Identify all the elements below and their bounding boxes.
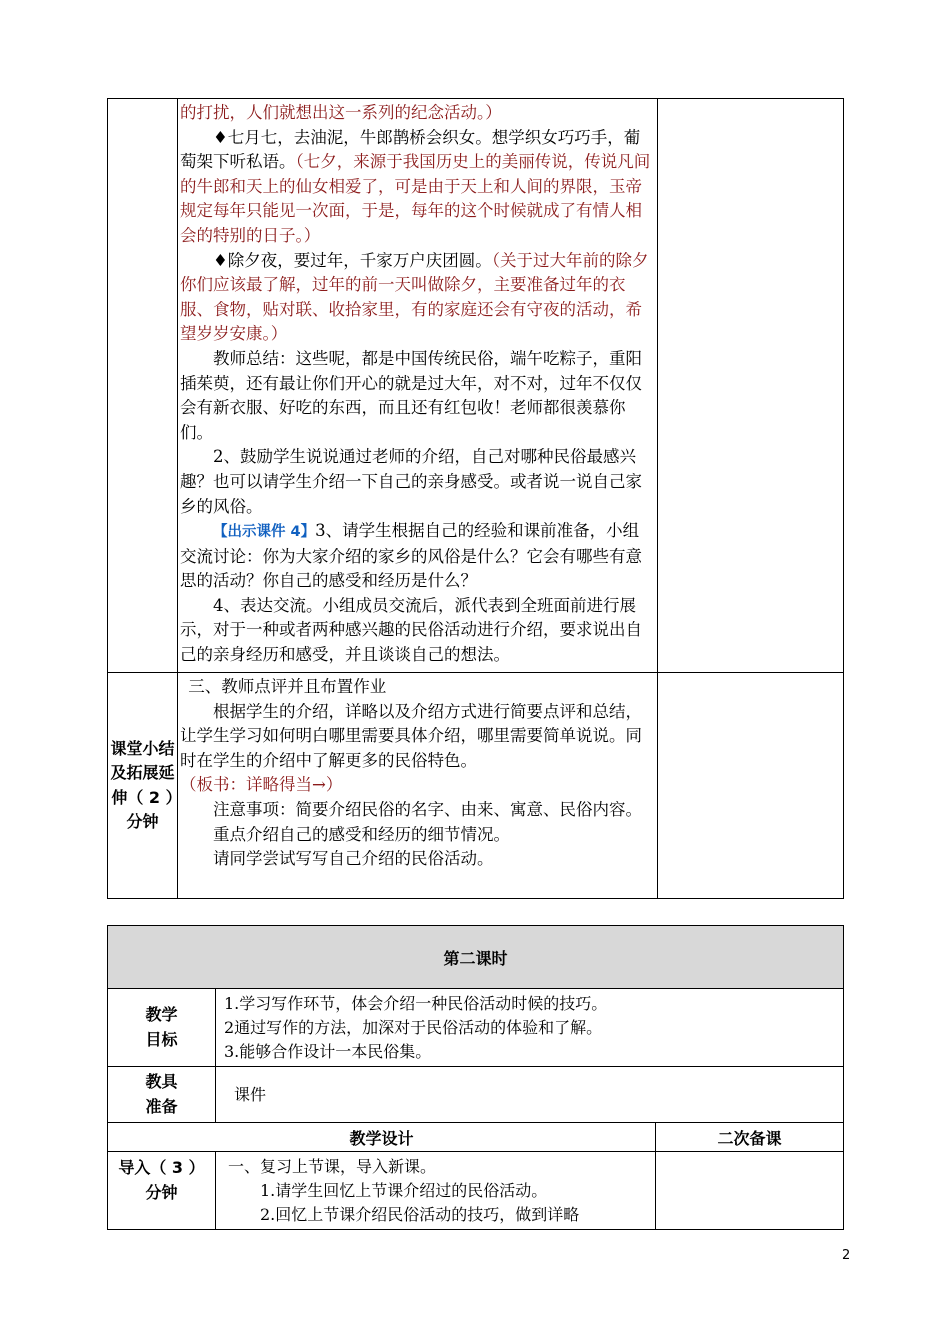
tools-label bbox=[108, 1067, 216, 1123]
paragraph: 的打扰，人们就想出这一系列的纪念活动。） bbox=[180, 103, 502, 122]
activity-content bbox=[178, 99, 658, 673]
summary-heading: 三、教师点评并且布置作业 bbox=[188, 677, 387, 696]
intro-line: 2.回忆上节课介绍民俗活动的技巧，做到详略 bbox=[260, 1205, 580, 1224]
goals-label bbox=[108, 989, 216, 1067]
paragraph: 重点介绍自己的感受和经历的细节情况。 bbox=[213, 824, 510, 844]
goal-item: 2通过写作的方法，加深对于民俗活动的体验和了解。 bbox=[224, 1018, 603, 1037]
second-prep-cell bbox=[658, 673, 844, 899]
label-cell-empty bbox=[108, 99, 178, 673]
goals-label-text: 教学目标 bbox=[145, 1005, 178, 1049]
lesson-table-part1 bbox=[107, 98, 844, 899]
intro-line: 一、复习上节课，导入新课。 bbox=[228, 1157, 437, 1176]
paragraph: 根据学生的介绍，详略以及介绍方式进行简要点评和总结，让学生学习如何明白哪里需要具体介绍，哪里需要简单说说。同时在学生的介绍中了解更多的民俗特色。 bbox=[180, 701, 642, 770]
intro-label-text: 导入（ 3 ）分钟 bbox=[118, 1158, 205, 1202]
goal-item: 3.能够合作设计一本民俗集。 bbox=[224, 1042, 432, 1061]
courseware-tag: 【出示课件 4】 bbox=[213, 524, 316, 541]
second-prep-cell bbox=[658, 99, 844, 673]
paragraph: 注意事项：简要介绍民俗的名字、由来、寓意、民俗内容。 bbox=[213, 799, 642, 819]
lesson-title: 第二课时 bbox=[108, 926, 844, 989]
folk-note: （七夕，来源于我国历史上的美丽传说，传说凡间的牛郎和天上的仙女相爱了，可是由于天上和人间的界限，玉帝规定每年只能见一次面，于是，每年的这个时候就成了有情人相会的特别的日子。） bbox=[180, 152, 651, 245]
paragraph: 请同学尝试写写自己介绍的民俗活动。 bbox=[213, 849, 494, 869]
intro-label bbox=[108, 1152, 216, 1230]
goals-content bbox=[216, 989, 844, 1067]
summary-label: 课堂小结及拓展延伸（ 2 ）分钟 bbox=[108, 673, 178, 899]
tools-label-text: 教具准备 bbox=[145, 1072, 178, 1116]
tools-content: 课件 bbox=[216, 1067, 844, 1123]
paragraph: 4、表达交流。小组成员交流后，派代表到全班面前进行展示，对于一种或者两种感兴趣的民俗活动进行介绍，要求说出自己的亲身经历和感受，并且谈谈自己的想法。 bbox=[180, 595, 642, 665]
second-prep-header: 二次备课 bbox=[656, 1123, 844, 1152]
folk-rhyme: ♦除夕夜，要过年，千家万户庆团圆。 bbox=[213, 250, 492, 270]
folk-note: （关于过大年前的除夕 你们应该最了解，过年的前一天叫做除夕，主要准备过年的衣服、食物，贴对联、收拾家里，有的家庭还会有守夜的活动，希望岁岁安康。） bbox=[180, 250, 649, 344]
page-number: 2 bbox=[842, 1248, 851, 1263]
paragraph: 教师总结：这些呢，都是中国传统民俗，端午吃粽子，重阳插茱萸，还有最让你们开心的就是过大年，对不对，过年不仅仅会有新衣服、好吃的东西，而且还有红包收！老师都很羡慕你们。 bbox=[180, 348, 642, 442]
paragraph bbox=[180, 249, 655, 347]
second-prep-cell bbox=[656, 1152, 844, 1230]
paragraph-text: 3、请学生根据自己的经验和课前准备，小组交流讨论：你为大家介绍的家乡的风俗是什么？它会有哪些有意思的活动？你自己的感受和经历是什么？ bbox=[180, 521, 642, 591]
goal-item: 1.学习写作环节，体会介绍一种民俗活动时候的技巧。 bbox=[224, 994, 608, 1013]
lesson-table-part2 bbox=[107, 925, 844, 1230]
paragraph: 2、鼓励学生说说通过老师的介绍，自己对哪种民俗最感兴趣？也可以请学生介绍一下自己的亲身感受。或者说一说自己家乡的风俗。 bbox=[180, 447, 642, 516]
paragraph bbox=[180, 519, 655, 594]
paragraph bbox=[180, 126, 655, 249]
folk-rhyme: ♦七月七，去油泥，牛郎鹊桥会织女。想学织女巧巧手，葡萄架下听私语。 bbox=[180, 127, 641, 172]
board-note: （板书：详略得当→） bbox=[180, 775, 343, 795]
summary-content bbox=[178, 673, 658, 899]
design-header: 教学设计 bbox=[108, 1123, 656, 1152]
intro-content bbox=[216, 1152, 656, 1230]
intro-line: 1.请学生回忆上节课介绍过的民俗活动。 bbox=[260, 1181, 548, 1200]
